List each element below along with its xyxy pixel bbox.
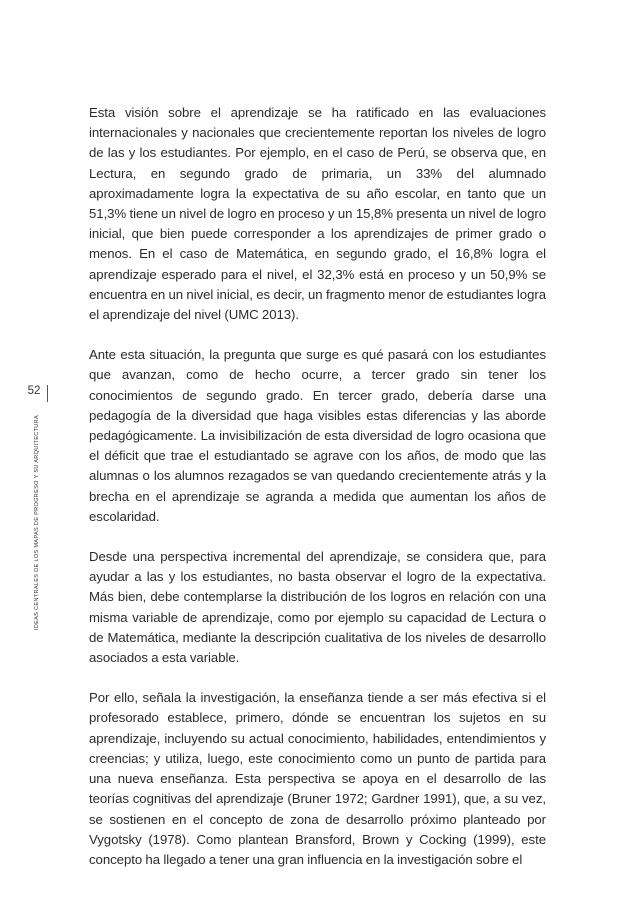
body-text: [89, 103, 546, 890]
page-number: 52: [27, 385, 41, 397]
running-head: IDEAS CENTRALES DE LOS MAPAS DE PROGRESO Y SU ARQUITECTURA: [34, 415, 40, 631]
paragraph-4: Por ello, señala la investigación, la enseñanza tiende a ser más efectiva si el profesorado establece, primero, dónde se encuentran los sujetos en su aprendizaje, incluyendo su actual conocimiento, habilidades, entendimientos y creencias; y utiliza, luego, este conocimiento como un punto de partida para una nueva enseñanza. Esta perspectiva se apoya en el desarrollo de las teorías cognitivas del aprendizaje (Bruner 1972; Gardner 1991), que, a su vez, se sostienen en el concepto de zona de desarrollo próximo planteado por Vygotsky (1978). Como plantean Bransford, Brown y Cocking (1999), este concepto ha llegado a tener una gran influencia en la investigación sobre el: [89, 690, 546, 867]
paragraph-1: Esta visión sobre el aprendizaje se ha ratificado en las evaluaciones internacionales y nacionales que crecientemente reportan los niveles de logro de las y los estudiantes. Por ejemplo, en el caso de Perú, se observa que, en Lectura, en segundo grado de primaria, un 33% del alumnado aproximadamente logra la expectativa de su año escolar, en tanto que un 51,3% tiene un nivel de logro en proceso y un 15,8% presenta un nivel de logro inicial, que bien puede corresponder a los aprendizajes de primer grado o menos. En el caso de Matemática, en segundo grado, el 16,8% logra el aprendizaje esperado para el nivel, el 32,3% está en proceso y un 50,9% se encuentra en un nivel inicial, es decir, un fragmento menor de estudiantes logra el aprendizaje del nivel (UMC 2013).: [89, 105, 546, 323]
paragraph-2: Ante esta situación, la pregunta que surge es qué pasará con los estudiantes que avanzan, como de hecho ocurre, a tercer grado sin tener los conocimientos de segundo grado. En tercer grado, debería darse una pedagogía de la diversidad que haga visibles estas diferencias y las aborde pedagógicamente. La invisibilización de esta diversidad de logro ocasiona que el déficit que trae el estudiantado se agrave con los años, de modo que las alumnas o los alumnos rezagados se van quedando crecientemente atrás y la brecha en el aprendizaje se agranda a medida que aumentan los años de escolaridad.: [89, 347, 546, 524]
page-number-rule: [47, 385, 48, 402]
paragraph-3: Desde una perspectiva incremental del aprendizaje, se considera que, para ayudar a las y los estudiantes, no basta observar el logro de la expectativa. Más bien, debe contemplarse la distribución de los logros en relación con una misma variable de aprendizaje, como por ejemplo su capacidad de Lectura o de Matemática, mediante la descripción cualitativa de los niveles de desarrollo asociados a esta variable.: [89, 549, 546, 666]
